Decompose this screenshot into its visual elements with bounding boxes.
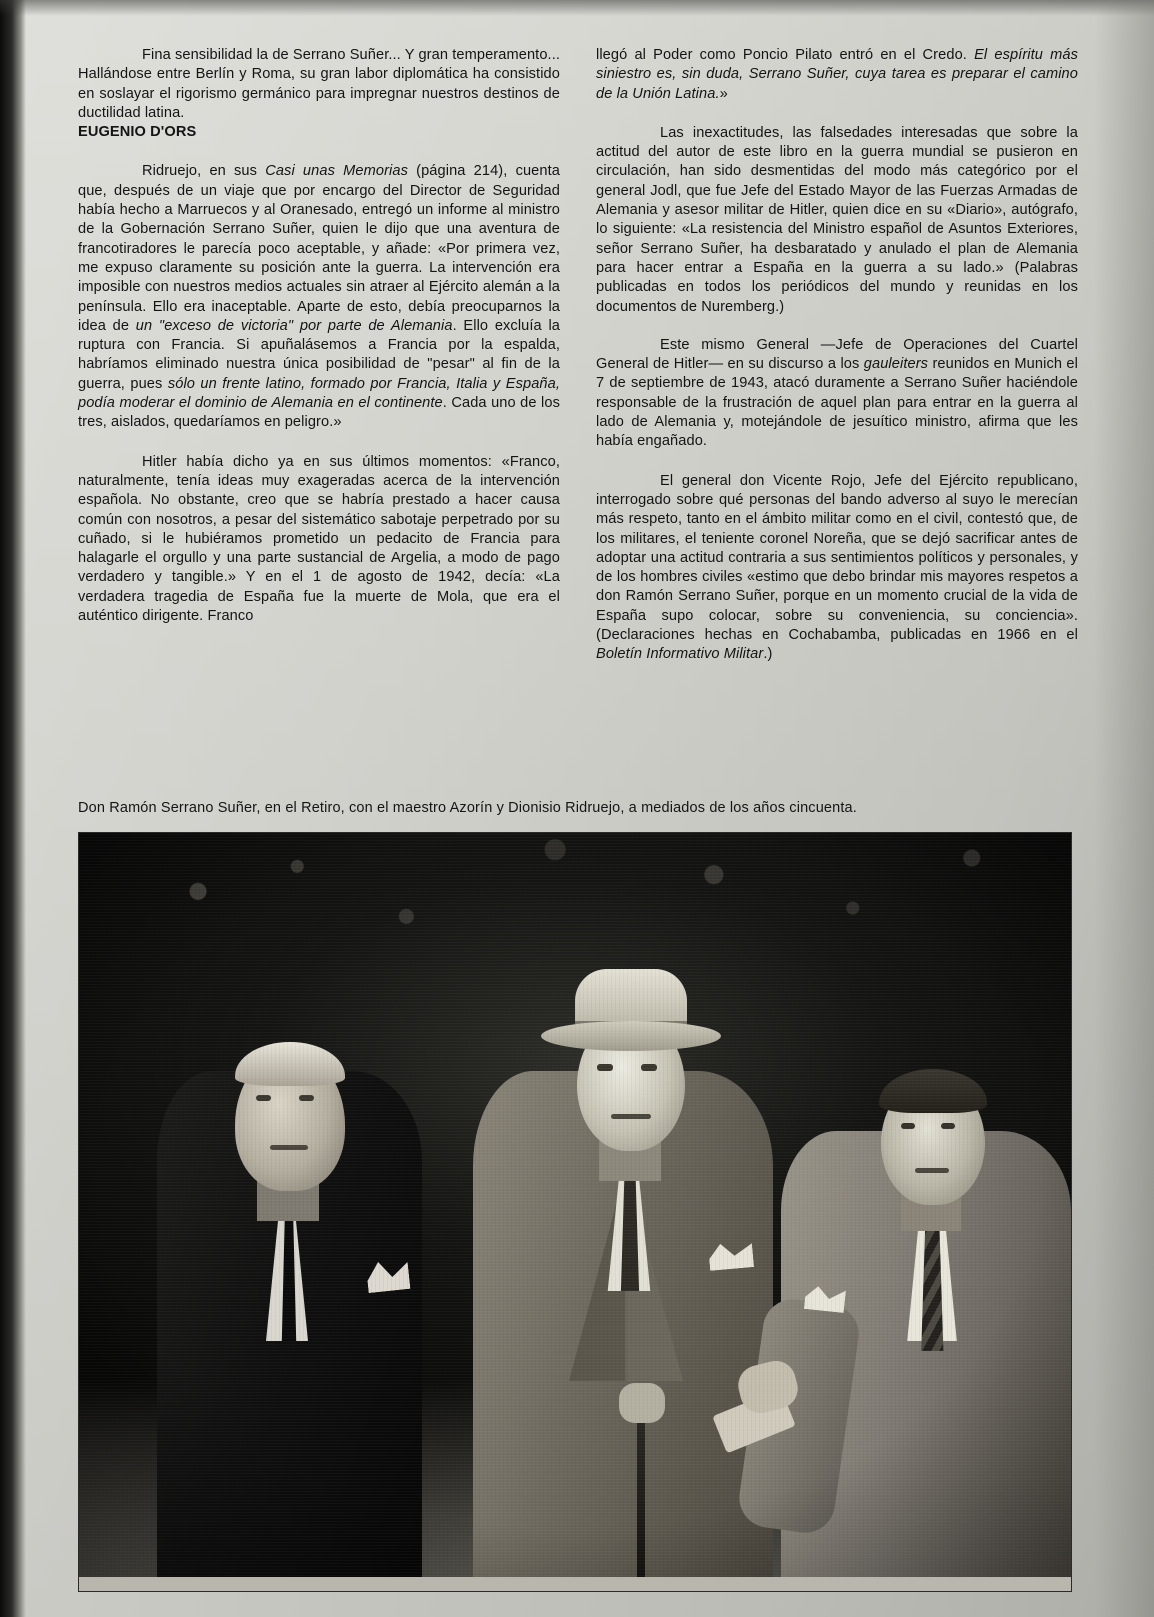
paragraph-intro-quote: Fina sensibilidad la de Serrano Suñer... Y gran temperamento... Hallándose entre Berlín y Roma, su gran labor diplomática ha consistido en soslayar el rigorismo germánico para impregnar nuestros destinos de ductilidad latina.: [78, 47, 560, 121]
figure-center-man-with-hat: [459, 851, 789, 1591]
paragraph-continuation: [596, 46, 1078, 104]
paragraph-vicente-rojo: [596, 472, 1078, 665]
right-column: [596, 46, 1078, 665]
para1-text-a: Ridruejo, en sus: [142, 163, 266, 180]
para2-text-b: reunidos en Munich el 7 de septiembre de 1943, atacó duramente a Serrano Suñer haciéndole responsable de la frustración de aquel plan para entrar en la guerra al lado de Alemania y, motejándole de jesuítico ministro, afirma que les había engañado.: [596, 356, 1078, 450]
para3-emphasis-boletin: Boletín Informativo Militar: [596, 646, 764, 663]
para1-text-b: (página 214), cuenta que, después de un viaje que por encargo del Director de Seguridad había hecho a Marruecos y al Oranesado, entregó un informe al ministro de la Gobernación Serrano Suñer, quien le dijo que una aventura de francotiradores le parecía poco aceptable, y añade: «Por primera vez, me expuso claramente su posición ante la guerra. La intervención era imposible con nuestros medios actuales sin atraer al Ejército alemán a la península. Ello era inaceptable. Aparte de esto, debía preocuparnos la idea de: [78, 163, 560, 334]
paragraph-gauleiters: [596, 336, 1078, 452]
para0-text-b: »: [719, 85, 728, 102]
left-column: [78, 46, 560, 665]
para1-text-c: . Ello excluía la ruptura con Francia. Si apuñalásemos a Francia por la espalda, habríamos eliminado nuestra única posibilidad de "pesar" al fin de la guerra, pues: [78, 317, 560, 392]
byline-eugenio-dors: EUGENIO D'ORS: [78, 124, 197, 141]
photograph: [78, 832, 1072, 1592]
text-columns: [78, 46, 1078, 665]
scan-edge-left: [0, 0, 26, 1617]
para1-text-d: . Cada uno de los tres, aislados, quedaríamos en peligro.»: [78, 395, 560, 431]
para3-text-a: El general don Vicente Rojo, Jefe del Ejército republicano, interrogado sobre qué personas del bando adverso al suyo le merecían más respeto, tanto en el ámbito militar como en el civil, contestó que, de los militares, el teniente coronel Noreña, que se dejó sacrificar antes de adoptar una actitud contraria a sus sentimientos políticos y personales, y de los hombres civiles «estimo que debo brindar mis mayores respetos a don Ramón Serrano Suñer, porque en un momento crucial de la vida de España supo colocar, sobre su conveniencia, su conciencia». (Declaraciones hechas en Cochabamba, publicadas en 1966 en el: [596, 472, 1078, 644]
para3-text-b: .): [763, 646, 773, 663]
paragraph-ridruejo: [78, 162, 560, 432]
paragraph-hitler: Hitler había dicho ya en sus últimos momentos: «Franco, naturalmente, tenía ideas muy exageradas acerca de la intervención española. No obstante, creo que se habría prestado a hacer causa común con nosotros, a pesar del sistemático sabotaje perpetrado por su cuñado, si le hubiéramos prometido un pedacito de Francia para halagarle el orgullo y una parte sustancial de Argelia, a modo de pago verdadero y tangible.» Y en el 1 de agosto de 1942, decía: «La verdadera tragedia de España fue la muerte de Mola, que era el auténtico dirigente. Franco: [78, 453, 560, 625]
photo-caption: Don Ramón Serrano Suñer, en el Retiro, con el maestro Azorín y Dionisio Ridruejo, a mediados de los años cincuenta.: [78, 800, 857, 816]
figure-right-man: [769, 951, 1069, 1591]
para2-text-a: Este mismo General —Jefe de Operaciones del Cuartel General de Hitler— en su discurso a los: [596, 336, 1078, 373]
para2-emphasis-gauleiters: gauleiters: [863, 356, 929, 373]
para1-emphasis-memorias: Casi unas Memorias: [265, 163, 408, 180]
para1-emphasis-frente-latino: sólo un frente latino, formado por Francia, Italia y España, podía moderar el dominio de Alemania en el continente: [78, 375, 560, 412]
para0-emphasis-espiritu: El espíritu más siniestro es, sin duda, Serrano Suñer, cuya tarea es preparar el camino de la Unión Latina.: [596, 47, 1078, 102]
para0-text-a: llegó al Poder como Poncio Pilato entró en el Credo.: [596, 47, 975, 63]
scan-edge-right: [1094, 0, 1154, 1617]
photo-bottom-edge: [79, 1577, 1071, 1591]
scan-edge-top: [0, 0, 1154, 16]
figure-left-man: [139, 891, 439, 1591]
para1-emphasis-exceso: un "exceso de victoria" por parte de Alemania: [135, 317, 453, 334]
paragraph-jodl: Las inexactitudes, las falsedades interesadas que sobre la actitud del autor de este libro en la guerra mundial se pusieron en circulación, han sido desmentidas del modo más categórico por el general Jodl, que fue Jefe del Estado Mayor de las Fuerzas Armadas de Alemania y asesor militar de Hitler, quien dice en su «Diario», autógrafo, lo siguiente: «La resistencia del Ministro español de Asuntos Exteriores, señor Serrano Suñer, ha desbaratado y anulado el plan de Alemania para hacer entrar a España en la guerra a su lado.» (Palabras publicadas en todos los periódicos del mundo y reunidas en los documentos de Nuremberg.): [596, 124, 1078, 315]
